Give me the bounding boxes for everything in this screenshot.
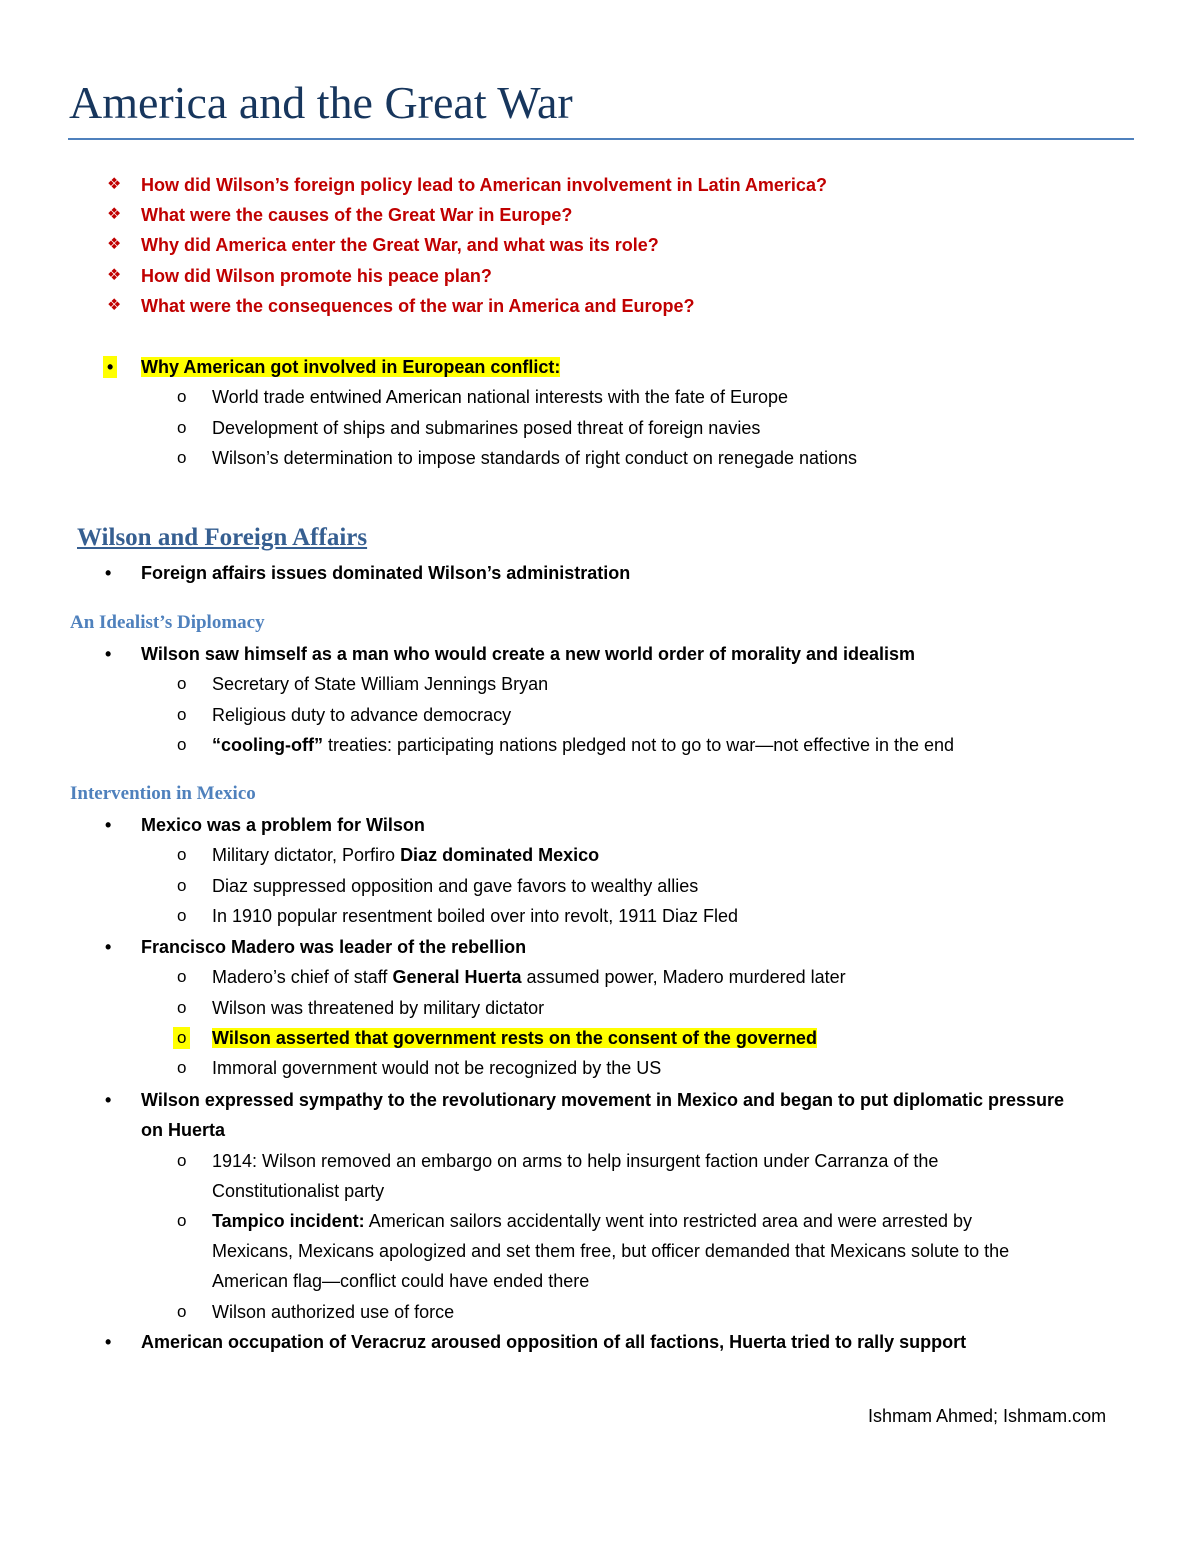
list-item: Wilson’s determination to impose standards of right conduct on renegade nations xyxy=(212,448,858,468)
list-item: Wilson expressed sympathy to the revolutionary movement in Mexico and began to put diplomatic pressure xyxy=(141,1090,1065,1110)
bullet-icon: • xyxy=(103,356,117,378)
list-item: Diaz suppressed opposition and gave favors to wealthy allies xyxy=(212,876,699,896)
circle-bullet-icon: o xyxy=(177,876,187,895)
circle-bullet-icon: o xyxy=(177,1058,187,1077)
subheading-mexico: Intervention in Mexico xyxy=(70,783,256,804)
circle-bullet-icon: o xyxy=(177,998,187,1017)
circle-bullet-icon: o xyxy=(177,448,187,467)
circle-bullet-icon: o xyxy=(177,967,187,986)
list-item-continuation: American flag—conflict could have ended there xyxy=(212,1271,590,1291)
list-item: Mexico was a problem for Wilson xyxy=(141,815,425,835)
list-item: Madero’s chief of staff General Huerta assumed power, Madero murdered later xyxy=(212,967,846,987)
bullet-icon: • xyxy=(105,1332,112,1352)
list-item-continuation: Constitutionalist party xyxy=(212,1181,385,1201)
list-item: Secretary of State William Jennings Bryan xyxy=(212,674,549,694)
list-item: Religious duty to advance democracy xyxy=(212,705,512,725)
list-item: World trade entwined American national interests with the fate of Europe xyxy=(212,387,788,407)
circle-bullet-icon: o xyxy=(177,387,187,406)
question-item: What were the consequences of the war in America and Europe? xyxy=(141,296,695,316)
question-item: How did Wilson promote his peace plan? xyxy=(141,266,492,286)
circle-bullet-icon: o xyxy=(177,418,187,437)
list-item: Wilson authorized use of force xyxy=(212,1302,455,1322)
circle-bullet-icon: o xyxy=(177,906,187,925)
question-item: How did Wilson’s foreign policy lead to American involvement in Latin America? xyxy=(141,175,827,195)
question-item: What were the causes of the Great War in Europe? xyxy=(141,205,573,225)
list-item: Immoral government would not be recognized by the US xyxy=(212,1058,662,1078)
diamond-bullet-icon: ❖ xyxy=(107,206,122,223)
list-item-continuation: Mexicans, Mexicans apologized and set them free, but officer demanded that Mexicans solute to the xyxy=(212,1241,1010,1261)
list-item: Development of ships and submarines posed threat of foreign navies xyxy=(212,418,761,438)
list-item: Wilson asserted that government rests on the consent of the governed xyxy=(212,1028,817,1048)
title-divider xyxy=(68,138,1134,140)
list-item: 1914: Wilson removed an embargo on arms to help insurgent faction under Carranza of the xyxy=(212,1151,939,1171)
list-item: Tampico incident: American sailors accidentally went into restricted area and were arrested by xyxy=(212,1211,972,1231)
list-item: Francisco Madero was leader of the rebellion xyxy=(141,937,527,957)
bullet-icon: • xyxy=(105,1090,112,1110)
circle-bullet-icon: o xyxy=(177,1211,187,1230)
circle-bullet-icon: o xyxy=(177,674,187,693)
circle-bullet-icon: o xyxy=(177,1302,187,1321)
bullet-icon: • xyxy=(105,644,112,664)
list-item: Foreign affairs issues dominated Wilson’s administration xyxy=(141,563,631,583)
why-involved-heading: Why American got involved in European conflict: xyxy=(141,357,561,377)
list-item: In 1910 popular resentment boiled over into revolt, 1911 Diaz Fled xyxy=(212,906,738,926)
circle-bullet-icon: o xyxy=(177,845,187,864)
bullet-icon: • xyxy=(105,563,112,583)
diamond-bullet-icon: ❖ xyxy=(107,267,122,284)
question-item: Why did America enter the Great War, and what was its role? xyxy=(141,235,659,255)
list-item: Wilson was threatened by military dictator xyxy=(212,998,545,1018)
diamond-bullet-icon: ❖ xyxy=(107,236,122,253)
list-item: Wilson saw himself as a man who would create a new world order of morality and idealism xyxy=(141,644,916,664)
circle-bullet-icon: o xyxy=(177,735,187,754)
list-item-continuation: on Huerta xyxy=(141,1120,226,1140)
list-item: American occupation of Veracruz aroused opposition of all factions, Huerta tried to rally support xyxy=(141,1332,967,1352)
section-heading-wilson: Wilson and Foreign Affairs xyxy=(77,524,368,551)
circle-bullet-icon: o xyxy=(177,1151,187,1170)
circle-bullet-icon: o xyxy=(173,1027,190,1049)
page-title: America and the Great War xyxy=(69,77,573,128)
footer-credit: Ishmam Ahmed; Ishmam.com xyxy=(868,1406,1107,1426)
list-item: “cooling-off” treaties: participating nations pledged not to go to war—not effective in the end xyxy=(212,735,955,755)
subheading-idealist: An Idealist’s Diplomacy xyxy=(70,612,265,633)
bullet-icon: • xyxy=(105,815,112,835)
bullet-icon: • xyxy=(105,937,112,957)
diamond-bullet-icon: ❖ xyxy=(107,297,122,314)
diamond-bullet-icon: ❖ xyxy=(107,176,122,193)
list-item: Military dictator, Porfiro Diaz dominated Mexico xyxy=(212,845,600,865)
circle-bullet-icon: o xyxy=(177,705,187,724)
